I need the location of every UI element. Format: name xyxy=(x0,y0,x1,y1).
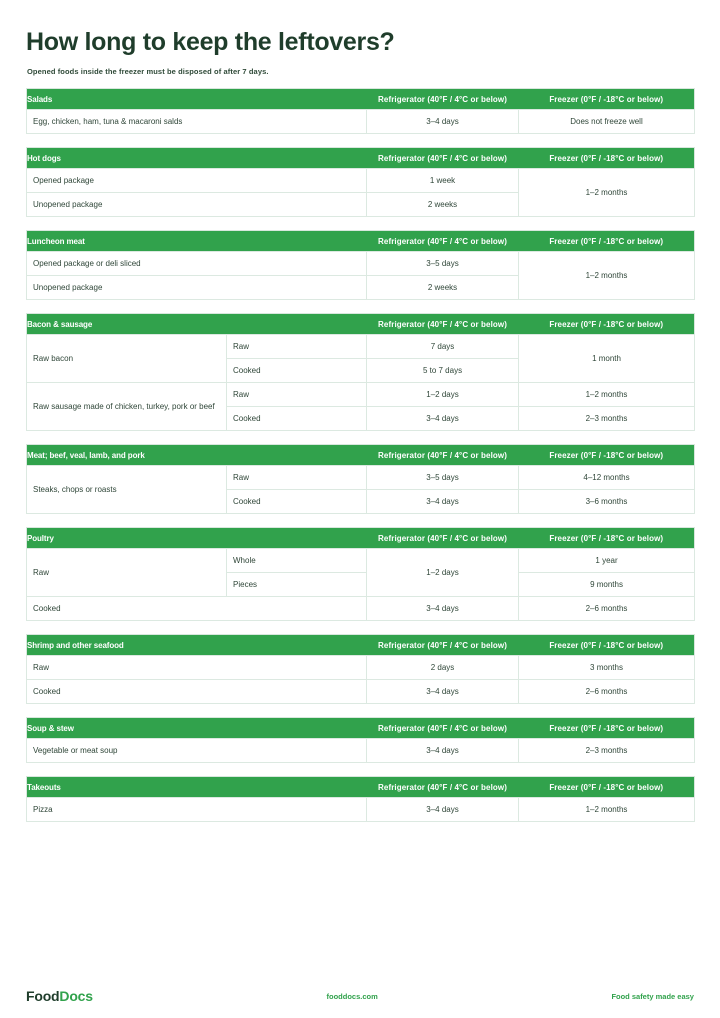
column-header-freezer: Freezer (0°F / -18°C or below) xyxy=(519,528,695,549)
table-row xyxy=(27,466,695,490)
category-title: Meat; beef, veal, lamb, and pork xyxy=(27,445,367,466)
freezer-value: 2–6 months xyxy=(519,680,695,704)
table-row xyxy=(27,739,695,763)
refrigerator-value: 3–4 days xyxy=(367,798,519,822)
table-takeouts xyxy=(26,776,695,822)
brand-logo-part-one: Food xyxy=(26,988,60,1004)
row-label: Pizza xyxy=(27,798,367,822)
table-soup-stew xyxy=(26,717,695,763)
table-header-row xyxy=(27,314,695,335)
footer-tagline: Food safety made easy xyxy=(611,991,694,1001)
column-header-freezer: Freezer (0°F / -18°C or below) xyxy=(519,231,695,252)
brand-logo-part-two: Docs xyxy=(59,988,93,1004)
table-header-row xyxy=(27,148,695,169)
refrigerator-value: 2 weeks xyxy=(367,193,519,217)
table-row xyxy=(27,335,695,359)
refrigerator-value: 3–4 days xyxy=(367,407,519,431)
page-subtitle: Opened foods inside the freezer must be disposed of after 7 days. xyxy=(27,67,269,76)
freezer-value: 1 year xyxy=(519,549,695,573)
page-footer xyxy=(26,988,694,1004)
table-row xyxy=(27,110,695,134)
category-title: Luncheon meat xyxy=(27,231,367,252)
category-title: Soup & stew xyxy=(27,718,367,739)
column-header-refrigerator: Refrigerator (40°F / 4°C or below) xyxy=(367,231,519,252)
row-label: Opened package or deli sliced xyxy=(27,252,367,276)
row-label: Raw sausage made of chicken, turkey, pork or beef xyxy=(27,383,227,431)
row-sublabel: Raw xyxy=(227,383,367,407)
refrigerator-value: 1–2 days xyxy=(367,549,519,597)
freezer-value: Does not freeze well xyxy=(519,110,695,134)
row-sublabel: Cooked xyxy=(227,490,367,514)
refrigerator-value: 1 week xyxy=(367,169,519,193)
column-header-refrigerator: Refrigerator (40°F / 4°C or below) xyxy=(367,148,519,169)
footer-website-link[interactable]: fooddocs.com xyxy=(326,991,378,1001)
refrigerator-value: 3–4 days xyxy=(367,490,519,514)
row-sublabel: Pieces xyxy=(227,573,367,597)
tables-container xyxy=(26,88,694,822)
table-row xyxy=(27,169,695,193)
table-row xyxy=(27,549,695,573)
freezer-value: 1–2 months xyxy=(519,252,695,300)
freezer-value: 1–2 months xyxy=(519,169,695,217)
freezer-value: 4–12 months xyxy=(519,466,695,490)
column-header-refrigerator: Refrigerator (40°F / 4°C or below) xyxy=(367,445,519,466)
column-header-freezer: Freezer (0°F / -18°C or below) xyxy=(519,635,695,656)
page-title: How long to keep the leftovers? xyxy=(26,28,395,56)
table-header-row xyxy=(27,445,695,466)
table-poultry xyxy=(26,527,695,621)
column-header-freezer: Freezer (0°F / -18°C or below) xyxy=(519,445,695,466)
table-row xyxy=(27,656,695,680)
row-label: Raw xyxy=(27,656,367,680)
column-header-freezer: Freezer (0°F / -18°C or below) xyxy=(519,89,695,110)
column-header-refrigerator: Refrigerator (40°F / 4°C or below) xyxy=(367,635,519,656)
column-header-refrigerator: Refrigerator (40°F / 4°C or below) xyxy=(367,718,519,739)
row-label: Cooked xyxy=(27,597,367,621)
row-sublabel: Raw xyxy=(227,466,367,490)
row-label: Steaks, chops or roasts xyxy=(27,466,227,514)
row-label: Egg, chicken, ham, tuna & macaroni salds xyxy=(27,110,367,134)
refrigerator-value: 3–4 days xyxy=(367,597,519,621)
freezer-value: 1–2 months xyxy=(519,798,695,822)
refrigerator-value: 3–4 days xyxy=(367,680,519,704)
column-header-freezer: Freezer (0°F / -18°C or below) xyxy=(519,777,695,798)
column-header-refrigerator: Refrigerator (40°F / 4°C or below) xyxy=(367,89,519,110)
category-title: Poultry xyxy=(27,528,367,549)
column-header-refrigerator: Refrigerator (40°F / 4°C or below) xyxy=(367,777,519,798)
category-title: Bacon & sausage xyxy=(27,314,367,335)
freezer-value: 1 month xyxy=(519,335,695,383)
refrigerator-value: 3–5 days xyxy=(367,252,519,276)
row-label: Raw xyxy=(27,549,227,597)
column-header-refrigerator: Refrigerator (40°F / 4°C or below) xyxy=(367,314,519,335)
table-row xyxy=(27,680,695,704)
table-header-row xyxy=(27,231,695,252)
table-meat xyxy=(26,444,695,514)
category-title: Takeouts xyxy=(27,777,367,798)
row-sublabel: Raw xyxy=(227,335,367,359)
table-header-row xyxy=(27,635,695,656)
row-sublabel: Cooked xyxy=(227,359,367,383)
table-row xyxy=(27,798,695,822)
column-header-freezer: Freezer (0°F / -18°C or below) xyxy=(519,148,695,169)
category-title: Shrimp and other seafood xyxy=(27,635,367,656)
refrigerator-value: 7 days xyxy=(367,335,519,359)
refrigerator-value: 3–5 days xyxy=(367,466,519,490)
refrigerator-value: 5 to 7 days xyxy=(367,359,519,383)
category-title: Salads xyxy=(27,89,367,110)
row-sublabel: Cooked xyxy=(227,407,367,431)
column-header-refrigerator: Refrigerator (40°F / 4°C or below) xyxy=(367,528,519,549)
table-header-row xyxy=(27,528,695,549)
freezer-value: 1–2 months xyxy=(519,383,695,407)
freezer-value: 9 months xyxy=(519,573,695,597)
column-header-freezer: Freezer (0°F / -18°C or below) xyxy=(519,314,695,335)
row-label: Raw bacon xyxy=(27,335,227,383)
table-header-row xyxy=(27,89,695,110)
table-row xyxy=(27,597,695,621)
row-label: Unopened package xyxy=(27,193,367,217)
freezer-value: 2–3 months xyxy=(519,739,695,763)
table-seafood xyxy=(26,634,695,704)
refrigerator-value: 2 weeks xyxy=(367,276,519,300)
column-header-freezer: Freezer (0°F / -18°C or below) xyxy=(519,718,695,739)
row-label: Opened package xyxy=(27,169,367,193)
table-luncheon-meat xyxy=(26,230,695,300)
table-hot-dogs xyxy=(26,147,695,217)
table-bacon-sausage xyxy=(26,313,695,431)
brand-logo xyxy=(26,988,93,1004)
row-label: Unopened package xyxy=(27,276,367,300)
refrigerator-value: 1–2 days xyxy=(367,383,519,407)
table-row xyxy=(27,383,695,407)
freezer-value: 3–6 months xyxy=(519,490,695,514)
freezer-value: 2–3 months xyxy=(519,407,695,431)
row-label: Vegetable or meat soup xyxy=(27,739,367,763)
refrigerator-value: 3–4 days xyxy=(367,110,519,134)
row-label: Cooked xyxy=(27,680,367,704)
table-salads xyxy=(26,88,695,134)
refrigerator-value: 2 days xyxy=(367,656,519,680)
row-sublabel: Whole xyxy=(227,549,367,573)
table-row xyxy=(27,252,695,276)
table-header-row xyxy=(27,718,695,739)
freezer-value: 3 months xyxy=(519,656,695,680)
table-header-row xyxy=(27,777,695,798)
category-title: Hot dogs xyxy=(27,148,367,169)
refrigerator-value: 3–4 days xyxy=(367,739,519,763)
freezer-value: 2–6 months xyxy=(519,597,695,621)
